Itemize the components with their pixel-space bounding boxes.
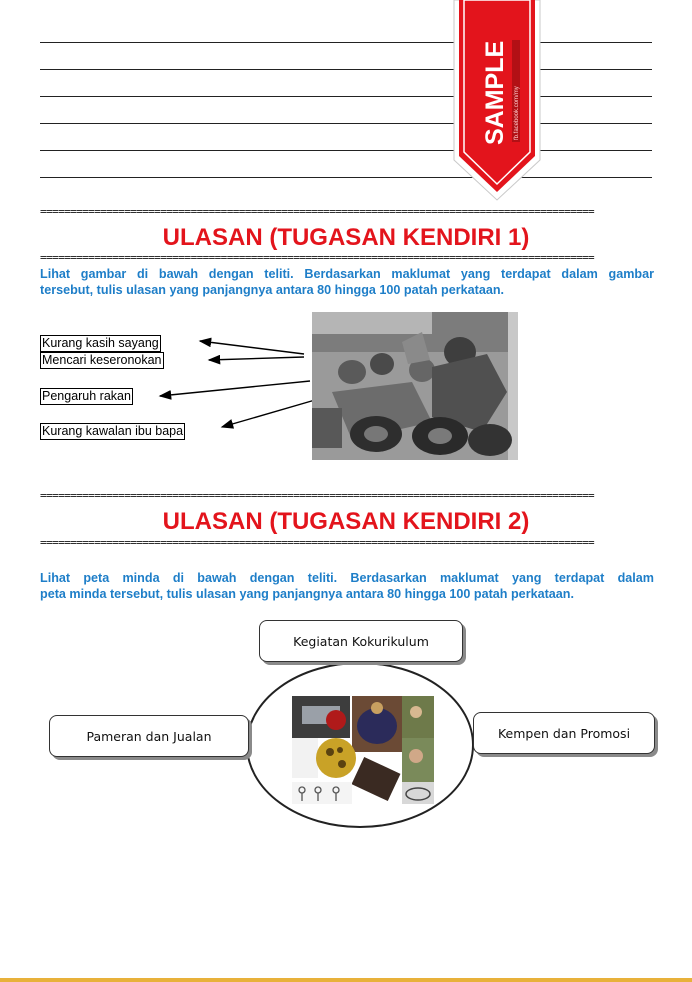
- mindmap-node-kegiatan-kokurikulum: Kegiatan Kokurikulum: [259, 620, 463, 662]
- motorcycle-gang-photo: [312, 312, 518, 460]
- watermark-text: SAMPLE: [481, 40, 509, 145]
- separator-line: ============================================================================================: [40, 252, 595, 264]
- label-kurang-kawalan-ibu-bapa: Kurang kawalan ibu bapa: [42, 424, 184, 438]
- section-1-instruction-line-1: Lihat gambar di bawah dengan teliti. Berdasarkan maklumat yang terdapat dalam gambar: [40, 267, 654, 281]
- mindmap-node-kempen-dan-promosi: Kempen dan Promosi: [473, 712, 655, 754]
- section-1-title: ULASAN (TUGASAN KENDIRI 1): [162, 224, 530, 251]
- separator-line: ============================================================================================: [40, 206, 595, 218]
- watermark-subtext: fb.facebook.com/my: [514, 86, 520, 140]
- footer-bar: [0, 978, 692, 982]
- section-2-instruction-line-2: peta minda tersebut, tulis ulasan yang panjangnya antara 80 hingga 100 patah perkataan.: [40, 587, 574, 601]
- label-mencari-keseronokan: Mencari keseronokan: [42, 353, 162, 367]
- separator-line: ============================================================================================: [40, 537, 595, 549]
- separator-line: ============================================================================================: [40, 490, 595, 502]
- mindmap-center-collage: [244, 660, 476, 830]
- section-2-instruction-line-1: Lihat peta minda di bawah dengan teliti. Berdasarkan maklumat yang terdapat dalam: [40, 571, 654, 585]
- section-1-instruction-line-2: tersebut, tulis ulasan yang panjangnya antara 80 hingga 100 patah perkataan.: [40, 283, 505, 297]
- mindmap-node-pameran-dan-jualan: Pameran dan Jualan: [49, 715, 249, 757]
- label-kurang-kasih-sayang: Kurang kasih sayang: [42, 336, 159, 350]
- label-pengaruh-rakan: Pengaruh rakan: [42, 389, 131, 403]
- section-2-title: ULASAN (TUGASAN KENDIRI 2): [162, 508, 530, 535]
